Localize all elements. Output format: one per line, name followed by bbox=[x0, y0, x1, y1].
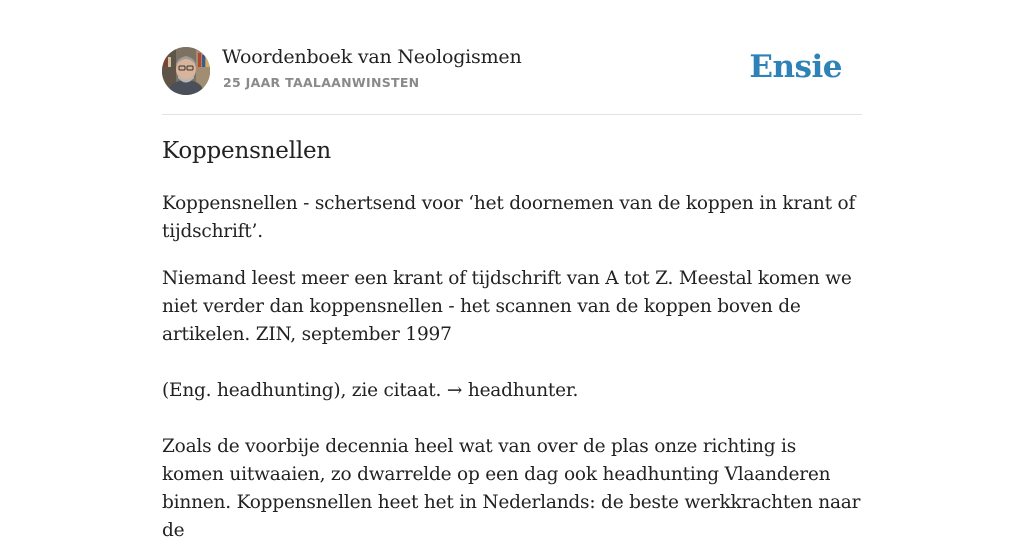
author-portrait-icon bbox=[162, 47, 210, 95]
entry-quote: Niemand leest meer een krant of tijdschrift van A tot Z. Meestal komen we niet verder dan koppensnellen - het scannen van de koppen boven de artikelen. ZIN, september 1997 bbox=[162, 268, 852, 345]
author-avatar[interactable] bbox=[162, 47, 210, 95]
entry-quote-2: Zoals de voorbije decennia heel wat van over de plas onze richting is komen uitwaaien, zo dwarrelde op een dag ook headhunting Vlaanderen binnen. Koppensnellen heet het in Nederlands: de beste werkkrachten naar de bbox=[162, 436, 861, 541]
entry-definition: Koppensnellen - schertsend voor ‘het doornemen van de koppen in krant of tijdschrift’. bbox=[162, 193, 856, 242]
ensie-logo[interactable]: Ensie bbox=[749, 49, 842, 85]
site-title[interactable]: Woordenboek van Neologismen bbox=[222, 46, 522, 68]
entry-cross-reference: (Eng. headhunting), zie citaat. → headhunter. bbox=[162, 380, 579, 401]
site-header bbox=[162, 46, 862, 115]
site-subtitle: 25 JAAR TAALAANWINSTEN bbox=[223, 75, 420, 90]
entry-title: Koppensnellen bbox=[162, 138, 332, 164]
